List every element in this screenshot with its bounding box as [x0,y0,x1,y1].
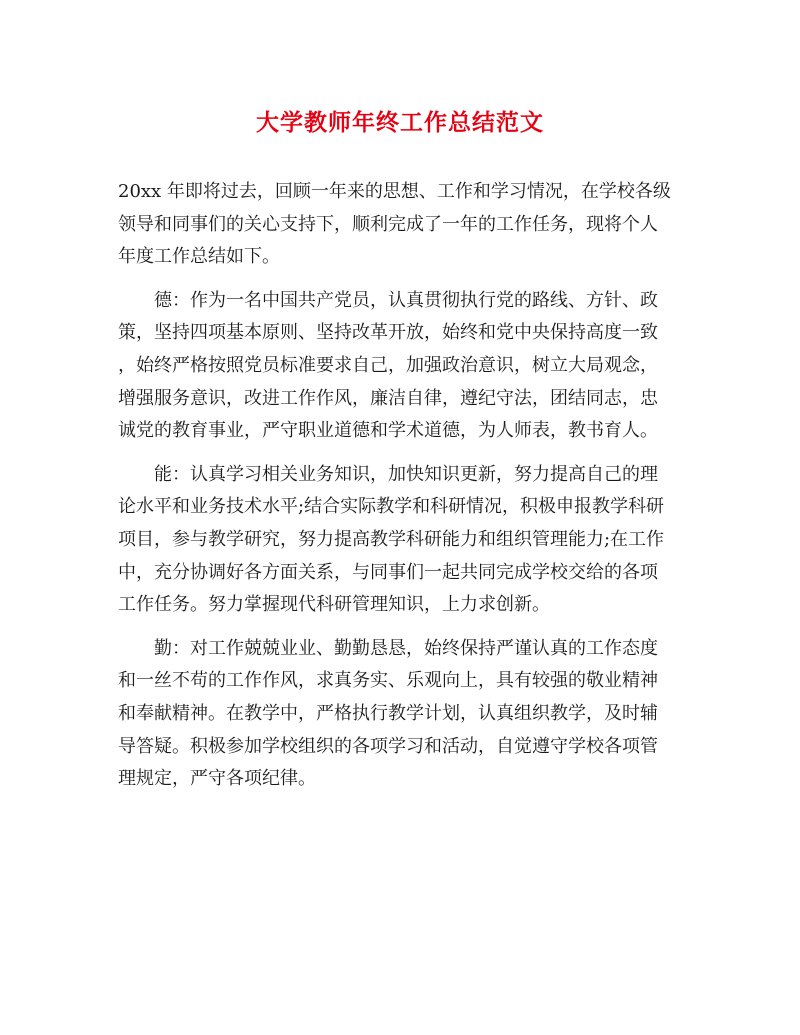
paragraph-line: 理规定，严守各项纪律。 [118,768,316,790]
paragraph-line: 项目，参与教学研究，努力提高教学科研能力和组织管理能力;在工作 [118,528,665,550]
paragraph-line: 德：作为一名中国共产党员，认真贯彻执行党的路线、方针、政 [118,289,658,311]
document-body [118,176,682,807]
paragraph-line: 和奉献精神。在教学中，严格执行教学计划，认真组织教学，及时辅 [118,702,658,724]
paragraph-line: 能：认真学习相关业务知识，加快知识更新，努力提高自己的理 [118,463,658,485]
paragraph-line: ，始终严格按照党员标准要求自己，加强政治意识，树立大局观念， [118,354,658,376]
paragraph-line: 论水平和业务技术水平;结合实际教学和科研情况，积极申报教学科研 [118,496,665,518]
paragraph-line: 诚党的教育事业，严守职业道德和学术道德，为人师表，教书育人。 [118,420,658,442]
paragraph-line: 领导和同事们的关心支持下，顺利完成了一年的工作任务，现将个人 [118,213,658,235]
paragraph-line: 年度工作总结如下。 [118,246,280,268]
paragraph-de [118,285,682,448]
paragraph-line: 中，充分协调好各方面关系，与同事们一起共同完成学校交给的各项 [118,561,658,583]
paragraph-line: 策，坚持四项基本原则、坚持改革开放，始终和党中央保持高度一致 [118,322,658,344]
paragraph-line: 20xx 年即将过去，回顾一年来的思想、工作和学习情况，在学校各级 [118,181,671,202]
paragraph-line: 导答疑。积极参加学校组织的各项学习和活动，自觉遵守学校各项管 [118,735,658,757]
paragraph-neng [118,459,682,622]
paragraph-line: 增强服务意识，改进工作作风，廉洁自律，遵纪守法，团结同志，忠 [118,387,658,409]
paragraph-qin [118,633,682,796]
paragraph-line: 工作任务。努力掌握现代科研管理知识，上力求创新。 [118,594,550,616]
paragraph-line: 勤：对工作兢兢业业、勤勤恳恳，始终保持严谨认真的工作态度 [118,637,658,659]
document-title: 大学教师年终工作总结范文 [256,109,544,136]
paragraph-intro [118,176,682,274]
paragraph-line: 和一丝不苟的工作作风，求真务实、乐观向上，具有较强的敬业精神 [118,670,658,692]
